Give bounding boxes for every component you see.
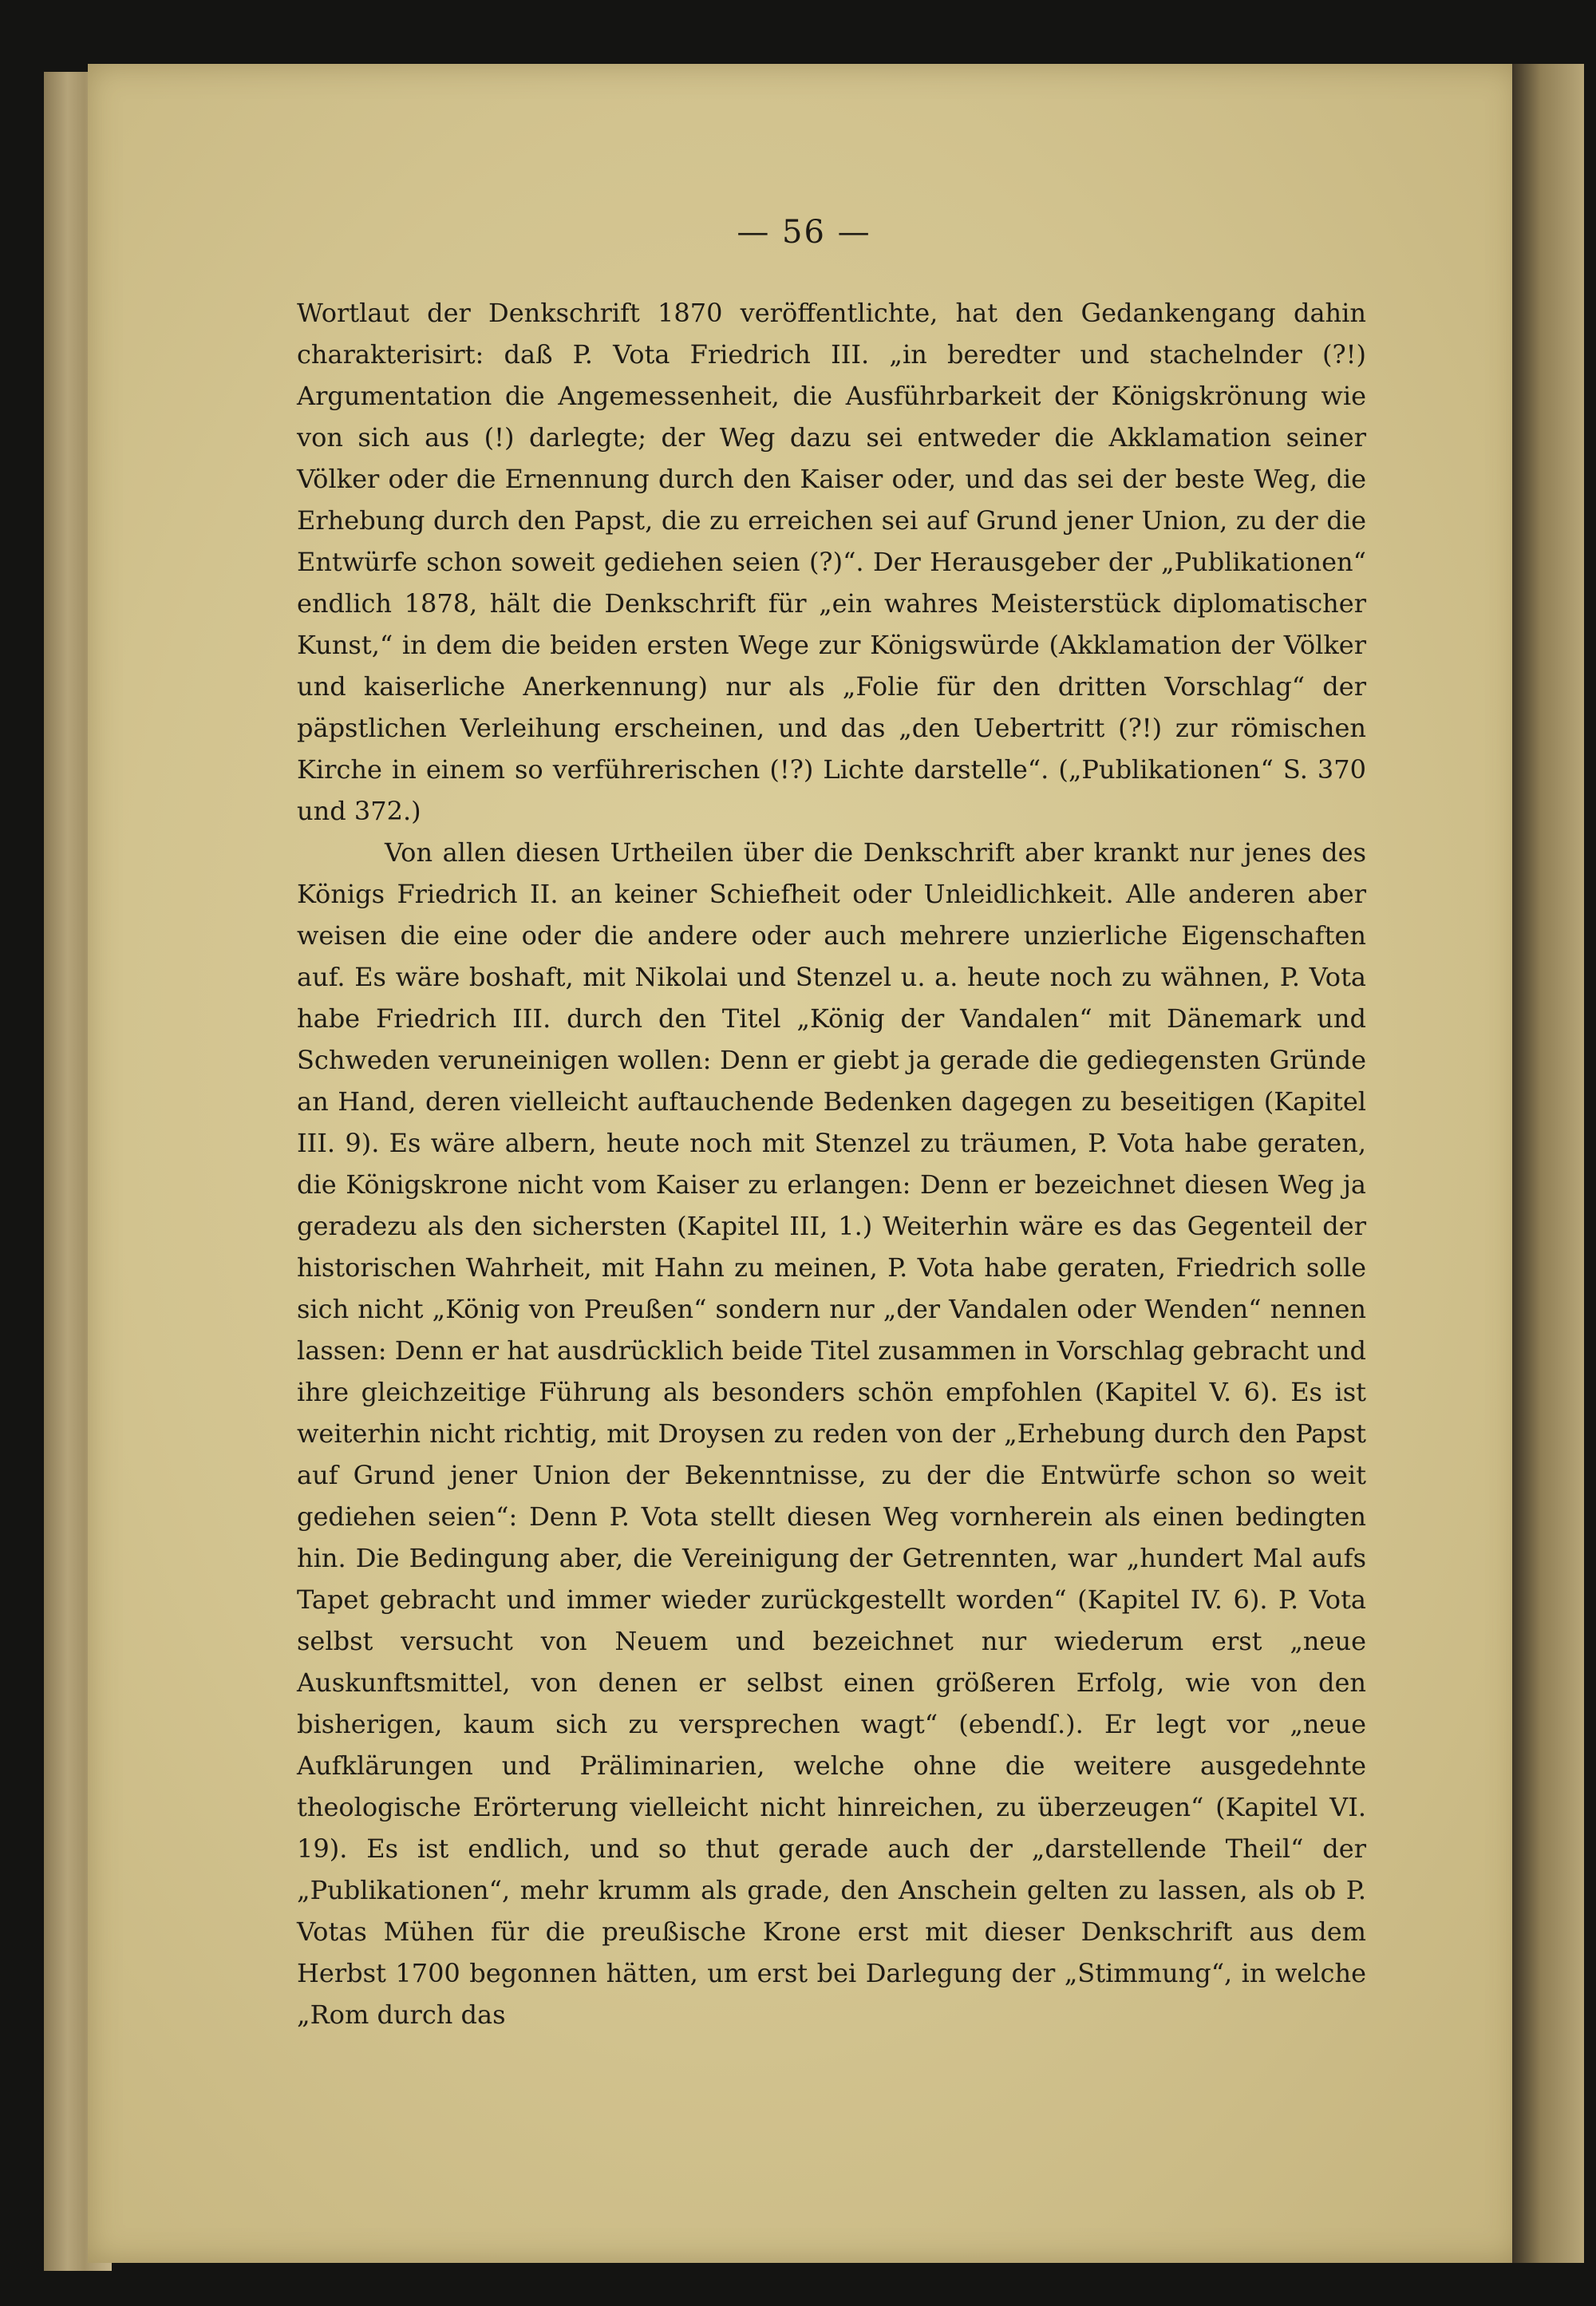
page-gutter [1512, 64, 1584, 2263]
paragraph: Von allen diesen Urtheilen über die Denkschrift aber krankt nur jenes des Königs Friedrich II. an keiner Schiefheit oder Unleidlichkeit. Alle anderen aber weisen die eine oder die andere oder auch mehrere unzierliche Eigenschaften auf. Es wäre boshaft, mit Nikolai und Stenzel u. a. heute noch zu wähnen, P. Vota habe Friedrich III. durch den Titel „König der Vandalen“ mit Dänemark und Schweden veruneinigen wollen: Denn er giebt ja gerade die gediegensten Gründe an Hand, deren vielleicht auftauchende Bedenken dagegen zu beseitigen (Kapitel III. 9). Es wäre albern, heute noch mit Stenzel zu träumen, P. Vota habe geraten, die Königskrone nicht vom Kaiser zu erlangen: Denn er bezeichnet diesen Weg ja geradezu als den sichersten (Kapitel III, 1.) Weiterhin wäre es das Gegenteil der historischen Wahrheit, mit Hahn zu meinen, P. Vota habe geraten, Friedrich solle sich nicht „König von Preußen“ sondern nur „der Vandalen oder Wenden“ nennen lassen: Denn er hat ausdrücklich beide Titel zusammen in Vorschlag gebracht und ihre gleichzeitige Führung als besonders schön empfohlen (Kapitel V. 6). Es ist weiterhin nicht richtig, mit Droysen zu reden von der „Erhebung durch den Papst auf Grund jener Union der Bekenntnisse, zu der die Entwürfe schon so weit gediehen seien“: Denn P. Vota stellt diesen Weg vornherein als einen bedingten hin. Die Bedingung aber, die Vereinigung der Getrennten, war „hundert Mal aufs Tapet gebracht und immer wieder zurückgestellt worden“ (Kapitel IV. 6). P. Vota selbst versucht von Neuem und bezeichnet nur wiederum erst „neue Auskunftsmittel, von denen er selbst einen größeren Erfolg, wie von den bisherigen, kaum sich zu versprechen wagt“ (ebendſ.). Er legt vor „neue Aufklärungen und Präliminarien, welche ohne die weitere ausgedehnte theologische Erörterung vielleicht nicht hinreichen, zu überzeugen“ (Kapitel VI. 19). Es ist endlich, und so thut gerade auch der „darstellende Theil“ der „Publikationen“, mehr krumm als grade, den Anschein gelten zu lassen, als ob P. Votas Mühen für die preußische Krone erst mit dieser Denkschrift aus dem Herbst 1700 begonnen hätten, um erst bei Darlegung der „Stimmung“, in welche „Rom durch das [297, 837, 1366, 2030]
paragraph: Wortlaut der Denkschrift 1870 veröffentlichte, hat den Gedankengang dahin charakterisirt: daß P. Vota Friedrich III. „in beredter und stachelnder (?!) Argumentation die Angemessenheit, die Ausführbarkeit der Königskrönung wie von sich aus (!) darlegte; der Weg dazu sei entweder die Akklamation seiner Völker oder die Ernennung durch den Kaiser oder, und das sei der beste Weg, die Erhebung durch den Papst, die zu erreichen sei auf Grund jener Union, zu der die Entwürfe schon soweit gediehen seien (?)“. Der Herausgeber der „Publikationen“ endlich 1878, hält die Denkschrift für „ein wahres Meisterstück diplomatischer Kunst,“ in dem die beiden ersten Wege zur Königswürde (Akklamation der Völker und kaiserliche Anerkennung) nur als „Folie für den dritten Vorschlag“ der päpstlichen Verleihung erscheinen, und das „den Uebertritt (?!) zur römischen Kirche in einem so verführerischen (!?) Lichte darstelle“. („Publikationen“ S. 370 und 372.) [297, 298, 1366, 826]
page-number: — 56 — [737, 214, 871, 251]
body-text [297, 292, 1366, 2035]
